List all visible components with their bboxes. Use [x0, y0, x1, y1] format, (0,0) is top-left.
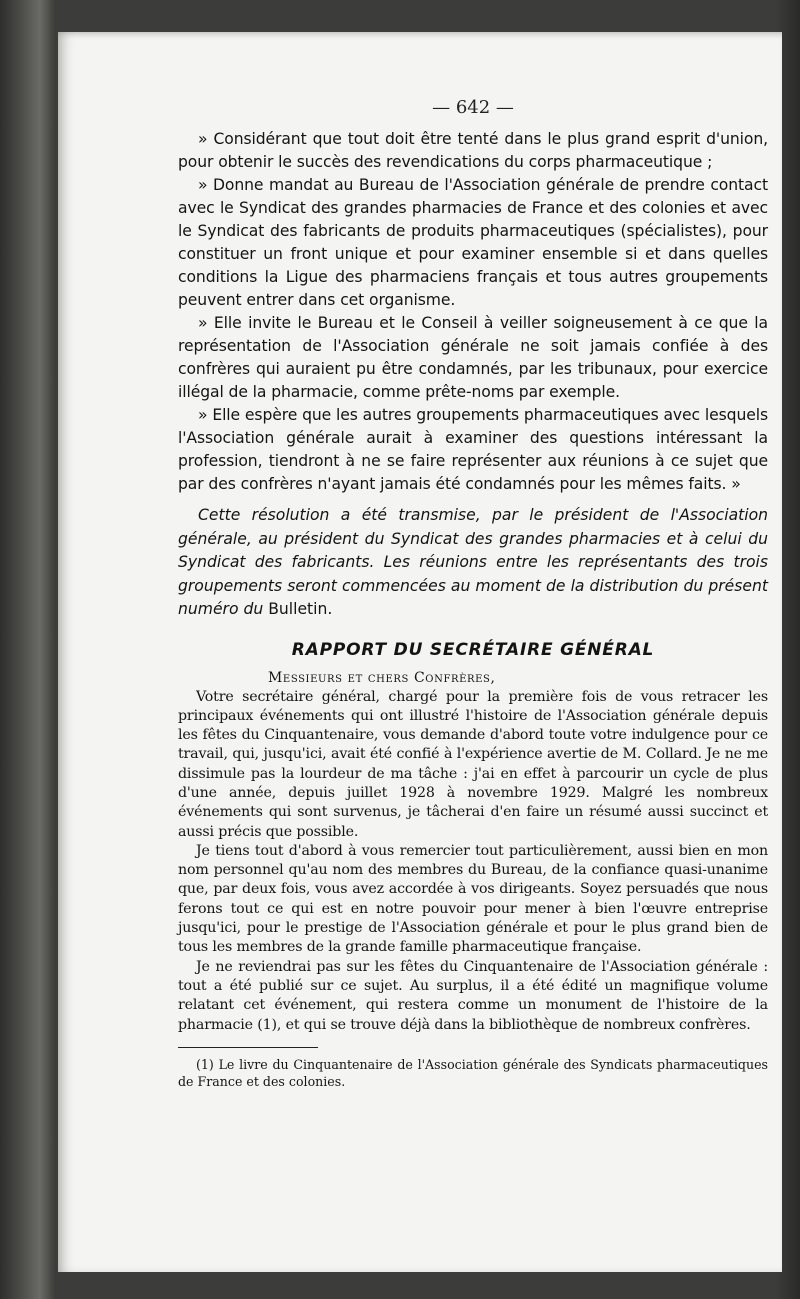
resolution-paragraph: » Elle invite le Bureau et le Conseil à veiller soigneusement à ce que la représentation de l'Association générale ne soit jamais confiée à des confrères qui auraient pu être condamnés, par les tribunaux, pour exercice illégal de la pharmacie, comme prête-noms par exemple. [178, 314, 768, 401]
bulletin-word: Bulletin. [268, 600, 333, 618]
transmission-note-text: Cette résolution a été transmise, par le président de l'Association générale, au président du Syndicat des grandes pharmacies et à celui du Syndicat des fabricants. Les réunions entre les représentants des trois groupements seront commencées au moment de la distribution du présent numéro du [178, 506, 768, 618]
report-paragraph: Je ne reviendrai pas sur les fêtes du Cinquantenaire de l'Association générale : tout a été publié sur ce sujet. Au surplus, il a été édité un magnifique volume relatant cet événement, qui restera comme un monument de l'histoire de la pharmacie (1), et qui se trouve déjà dans la bibliothèque de nombreux confrères. [178, 958, 768, 1033]
resolution-paragraph: » Elle espère que les autres groupements pharmaceutiques avec lesquels l'Association générale aurait à examiner des questions intéressant la profession, tiendront à ne se faire représenter aux réunions à ce sujet que par des confrères n'ayant jamais été condamnés pour les mêmes faits. » [178, 406, 768, 493]
report-paragraph: Votre secrétaire général, chargé pour la première fois de vous retracer les principaux événements qui ont illustré l'histoire de l'Association générale depuis les fêtes du Cinquantenaire, vous demande d'abord toute votre indulgence pour ce travail, qui, jusqu'ici, avait été confié à l'expérience avertie de M. Collard. Je ne me dissimule pas la lourdeur de ma tâche : j'ai en effet à parcourir un cycle de plus d'une année, depuis juillet 1928 à novembre 1929. Malgré les nombreux événements qui sont survenus, je tâcherai d'en faire un résumé aussi succinct et aussi précis que possible. [178, 688, 768, 840]
section-heading: RAPPORT DU SECRÉTAIRE GÉNÉRAL [291, 639, 655, 660]
footnote-rule [178, 1047, 318, 1048]
resolution-paragraph: » Donne mandat au Bureau de l'Association générale de prendre contact avec le Syndicat des grandes pharmacies de France et des colonies et avec le Syndicat des fabricants de produits pharmaceutiques (spécialistes), pour constituer un front unique et pour examiner ensemble si et dans quelles conditions la Ligue des pharmaciens français et tous autres groupements peuvent entrer dans cet organisme. [178, 176, 768, 309]
salutation: Messieurs et chers Confrères, [268, 669, 496, 686]
report-paragraph: Je tiens tout d'abord à vous remercier tout particulièrement, aussi bien en mon nom personnel qu'au nom des membres du Bureau, de la confiance quasi-unanime que, par deux fois, vous avez accordée à vos dirigeants. Soyez persuadés que nous ferons tout ce qui est en notre pouvoir pour mener à bien l'œuvre entreprise jusqu'ici, pour le prestige de l'Association générale et pour le plus grand bien de tous les membres de la grande famille pharmaceutique française. [178, 842, 768, 956]
document-page [58, 32, 782, 1272]
report-text [178, 688, 768, 1035]
page-content [178, 97, 768, 1090]
transmission-note [178, 504, 768, 622]
resolution-text [178, 128, 768, 496]
footnote: (1) Le livre du Cinquantenaire de l'Association générale des Syndicats pharmaceutiques de France et des colonies. [178, 1056, 768, 1089]
resolution-paragraph: » Considérant que tout doit être tenté dans le plus grand esprit d'union, pour obtenir le succès des revendications du corps pharmaceutique ; [178, 130, 768, 171]
page-number: — 642 — [432, 97, 514, 118]
